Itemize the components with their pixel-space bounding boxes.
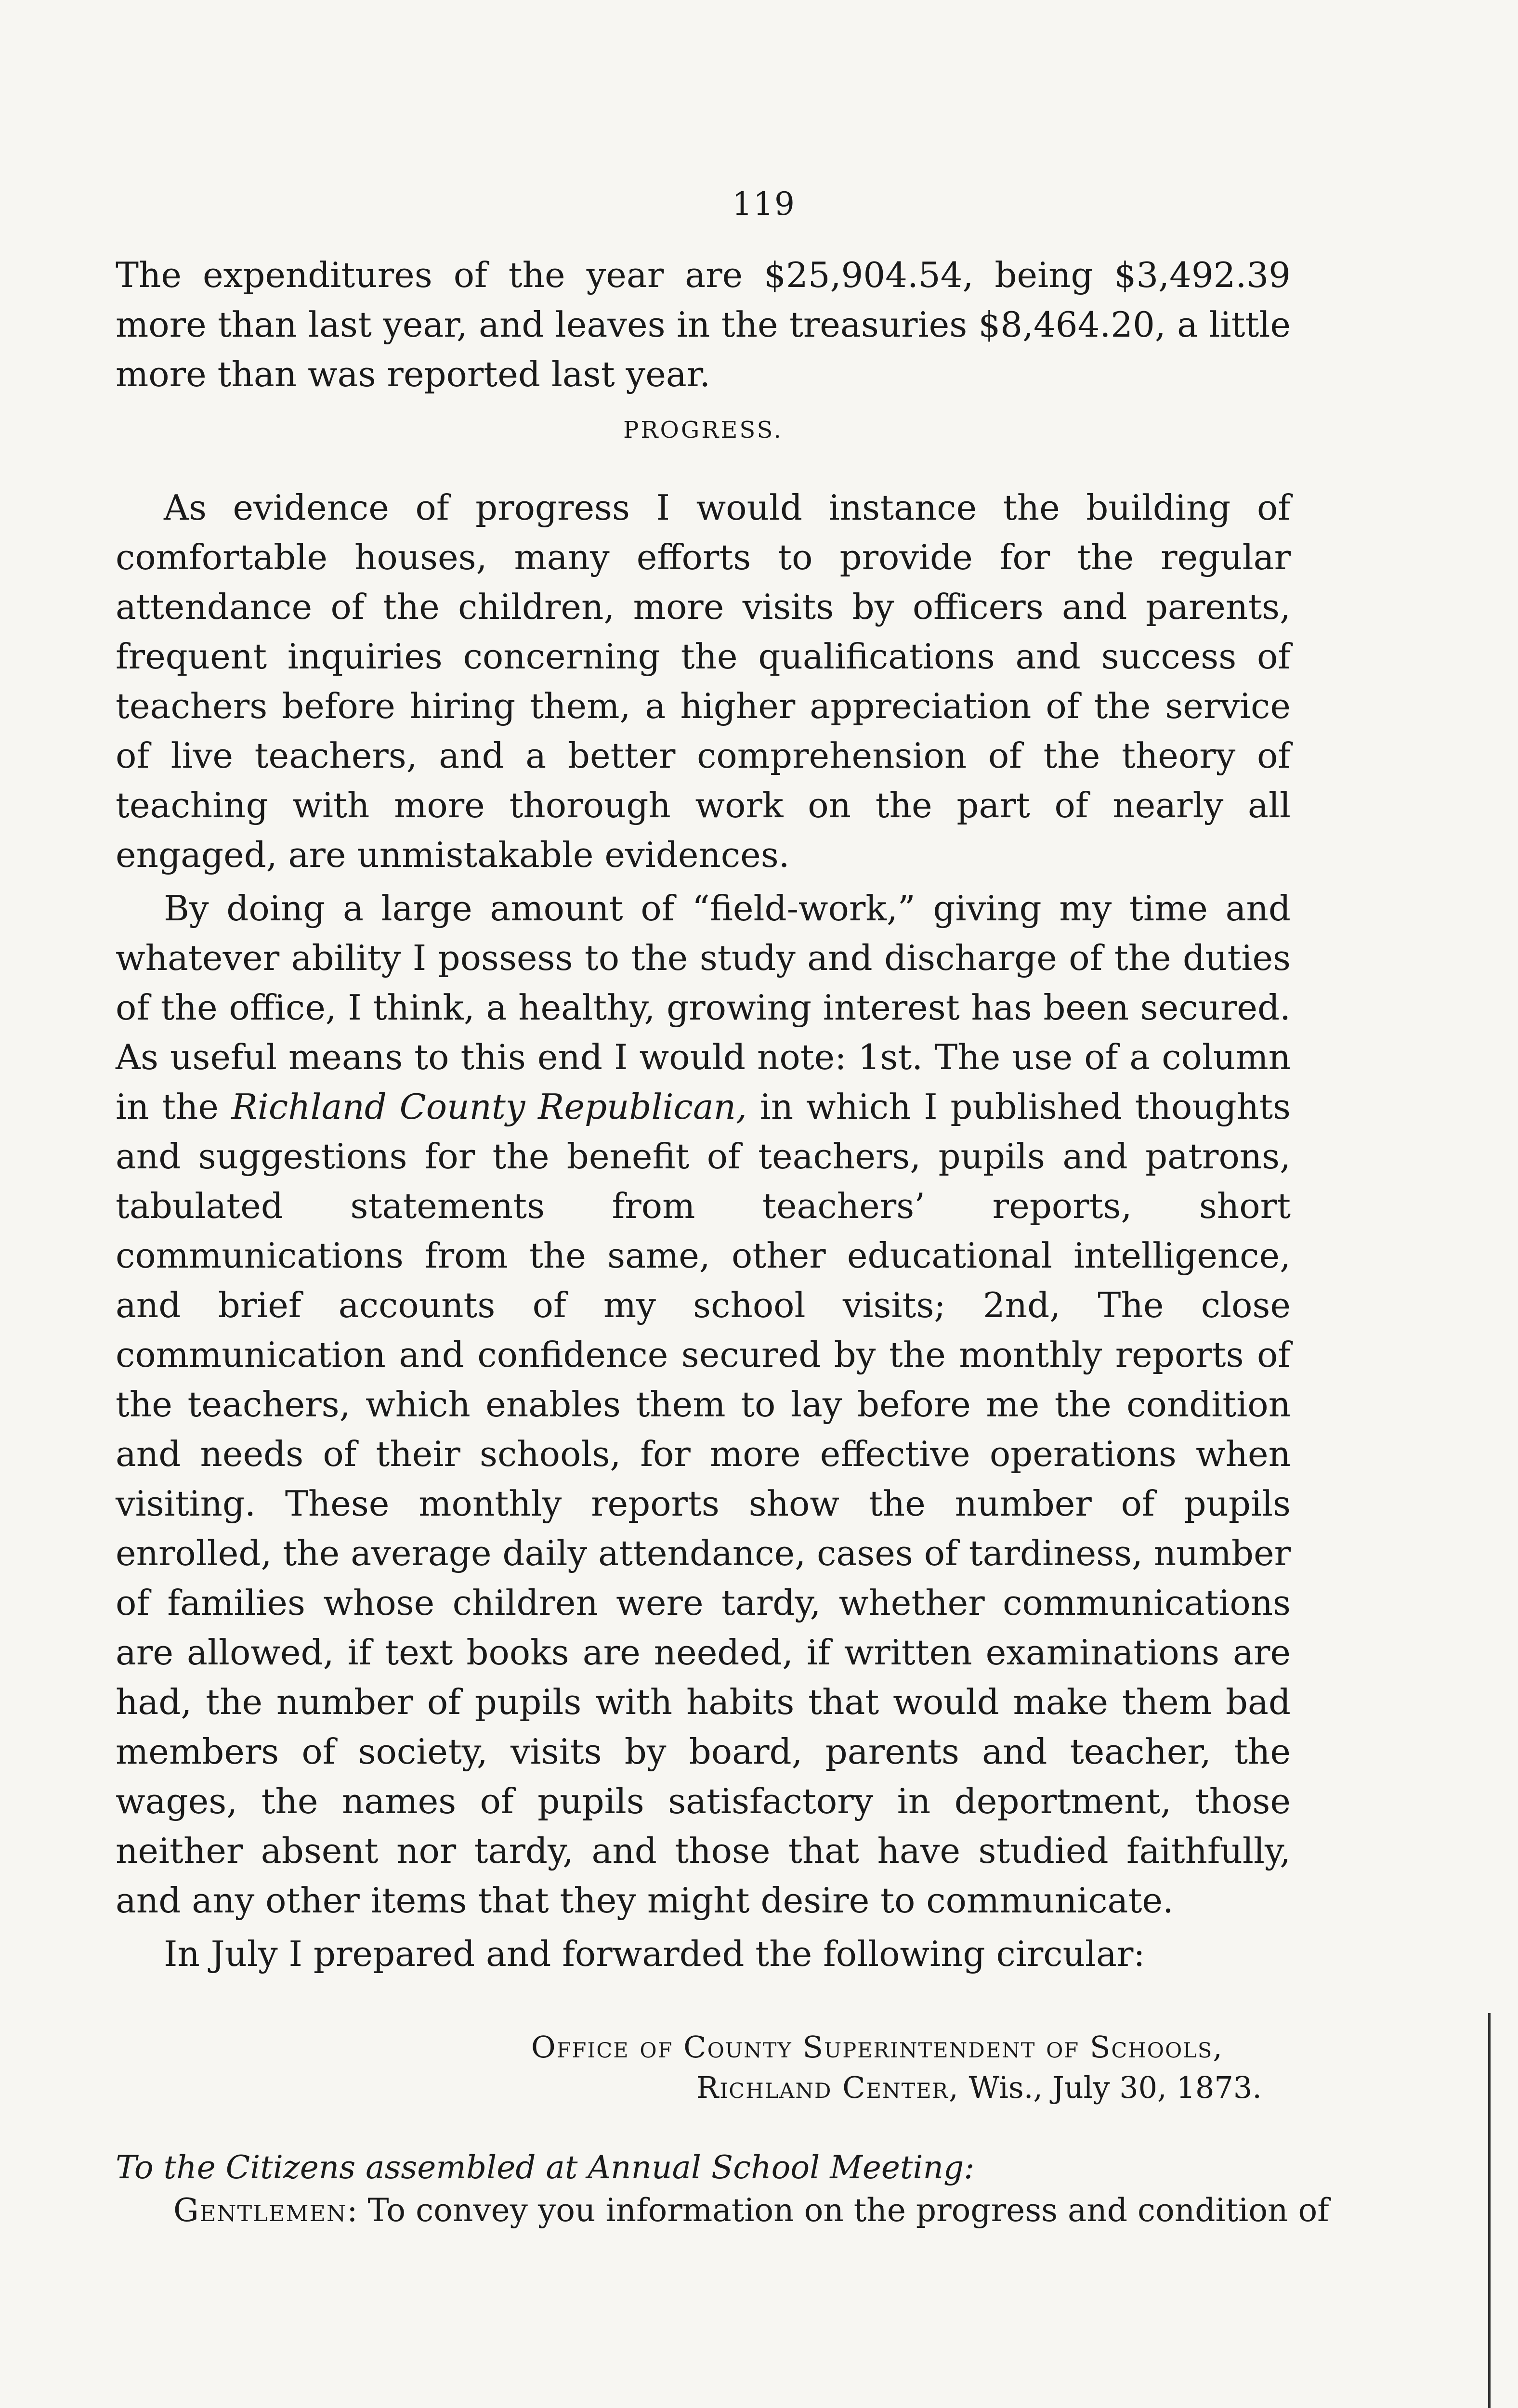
- body-text: [116, 250, 1329, 2232]
- office-line-2: [116, 2068, 1291, 2108]
- gentlemen-text: : To convey you information on the progress and condition of: [347, 2192, 1329, 2229]
- section-heading: PROGRESS.: [623, 417, 783, 444]
- salutation: To the Citizens assembled at Annual School Meeting:: [116, 2149, 975, 2186]
- paragraph-2-part-2: in which I published thoughts and suggestions for the benefit of teachers, pupils and patrons, tabulated statements from teachers’ reports, short communications from the same, other educational intelligence, and brief accounts of my school visits; 2nd, The close communication and confidence secured by the monthly reports of the teachers, which enables them to lay before me the condition and needs of their schools, for more effective operations when visiting. These monthly reports show the number of pupils enrolled, the average daily attendance, cases of tardiness, number of families whose children were tardy, whether communications are allowed, if text books are needed, if written examinations are had, the number of pupils with habits that would make them bad members of society, visits by board, parents and teacher, the wages, the names of pupils satisfactory in deportment, those neither absent nor tardy, and those that have studied faithfully, and any other items that they might desire to communicate.: [116, 1086, 1291, 1921]
- intro-paragraph: The expenditures of the year are $25,904.54, being $3,492.39 more than last year, and leaves in the treasuries $8,464.20, a little more than was reported last year.: [116, 255, 1291, 394]
- paragraph-circular-intro: In July I prepared and forwarded the following circular:: [164, 1934, 1145, 1974]
- office-date: Wis., July 30, 1873.: [959, 2070, 1262, 2105]
- paragraph-field-work: [116, 884, 1291, 1925]
- newspaper-title: Richland County Republican,: [231, 1086, 747, 1127]
- gentlemen-label: Gentlemen: [173, 2192, 347, 2229]
- paragraph-2-part-1: By doing a large amount of “field-work,” giving my time and whatever ability I possess to the study and discharge of the duties of the office, I think, a healthy, growing interest has been secured. As useful means to this end I would note: 1st. The use of a column in the: [116, 888, 1291, 1127]
- gentlemen-line: [116, 2189, 1329, 2232]
- page-number: 119: [732, 185, 796, 222]
- paragraph-progress-evidence: As evidence of progress I would instance the building of comfortable houses, many efforts to provide for the regular attendance of the children, more visits by officers and parents, frequent inquiries concerning the qualifications and success of teachers before hiring them, a higher appreciation of the service of live teachers, and a better comprehension of the theory of teaching with more thorough work on the part of nearly all engaged, are unmistakable evidences.: [116, 487, 1291, 875]
- office-line-1: Office of County Superintendent of Schools,: [531, 2029, 1223, 2065]
- page-edge-line: [1488, 2013, 1491, 2408]
- office-heading: [116, 2027, 1291, 2108]
- office-place: Richland Center,: [696, 2070, 959, 2105]
